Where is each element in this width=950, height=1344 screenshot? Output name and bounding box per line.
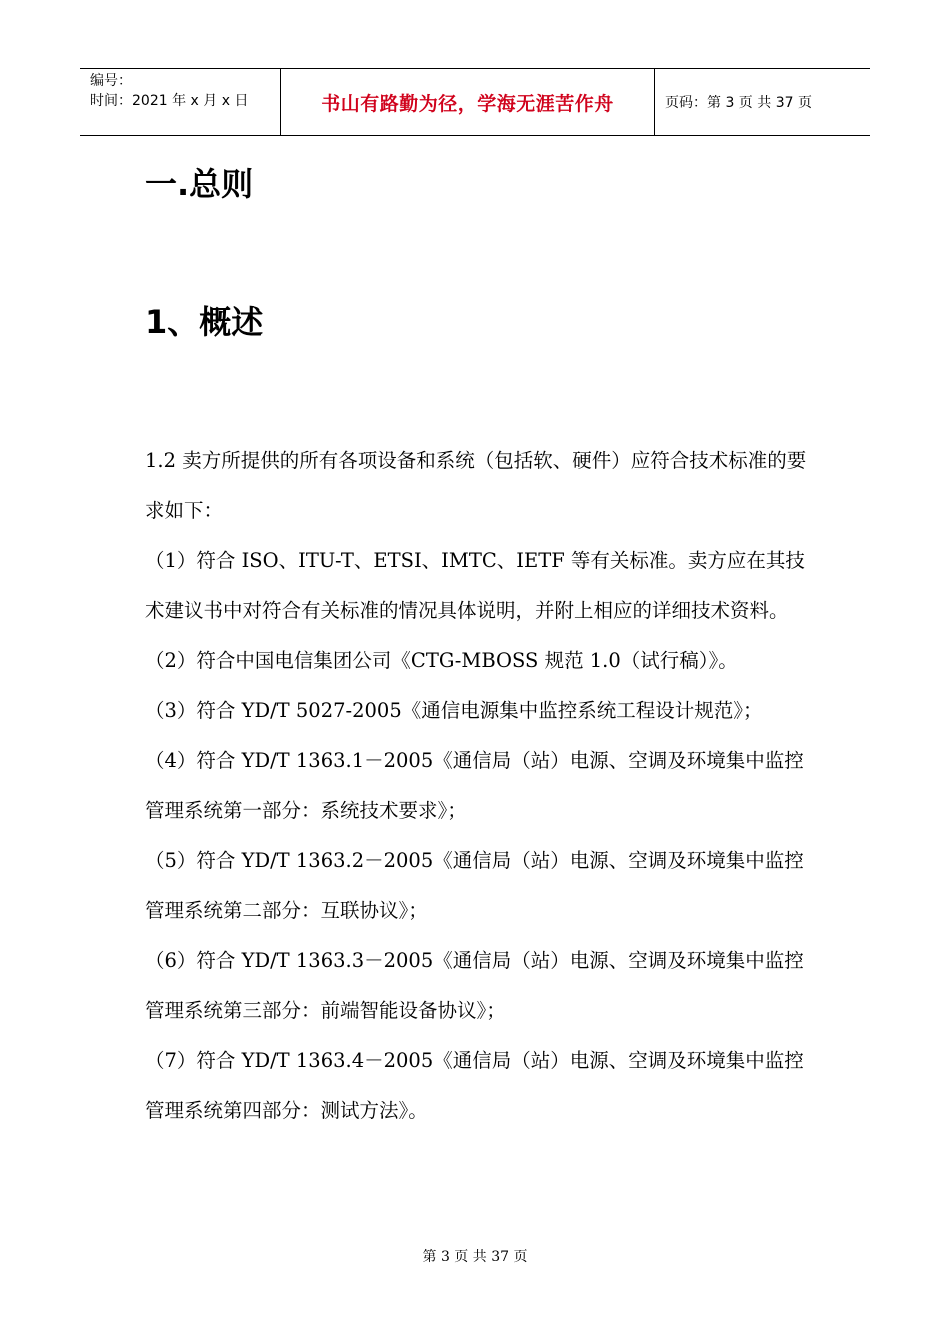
number-label: 编号：	[90, 73, 132, 89]
paragraph: 1.2 卖方所提供的所有各项设备和系统（包括软、硬件）应符合技术标准的要求如下：	[145, 449, 807, 522]
paragraph: （3）符合 YD/T 5027-2005《通信电源集中监控系统工程设计规范》；	[145, 699, 763, 722]
section-title: 一.总则	[145, 165, 254, 203]
header-motto: 书山有路勤为径，学海无涯苦作舟	[281, 69, 655, 135]
page-footer: 第 3 页 共 37 页	[422, 1249, 528, 1265]
paragraph: （6）符合 YD/T 1363.3－2005《通信局（站）电源、空调及环境集中监控管理系统第三部分：前端智能设备协议》；	[145, 949, 804, 1022]
header-meta	[80, 69, 281, 135]
body-text	[145, 436, 810, 1136]
paragraph: （1）符合 ISO、ITU-T、ETSI、IMTC、IETF 等有关标准。卖方应在其技术建议书中对符合有关标准的情况具体说明，并附上相应的详细技术资料。	[145, 549, 805, 622]
paragraph: （7）符合 YD/T 1363.4－2005《通信局（站）电源、空调及环境集中监控管理系统第四部分：测试方法》。	[145, 1049, 804, 1122]
paragraph: （5）符合 YD/T 1363.2－2005《通信局（站）电源、空调及环境集中监控管理系统第二部分：互联协议》；	[145, 849, 804, 922]
subsection-title: 1、概述	[145, 303, 264, 341]
header-page-info: 页码：第 3 页 共 37 页	[665, 95, 812, 111]
document-header	[80, 68, 870, 136]
paragraph: （4）符合 YD/T 1363.1－2005《通信局（站）电源、空调及环境集中监控管理系统第一部分：系统技术要求》；	[145, 749, 804, 822]
time-label: 时间：2021 年 x 月 x 日	[90, 93, 249, 109]
paragraph: （2）符合中国电信集团公司《CTG-MBOSS 规范 1.0（试行稿）》。	[145, 649, 738, 672]
